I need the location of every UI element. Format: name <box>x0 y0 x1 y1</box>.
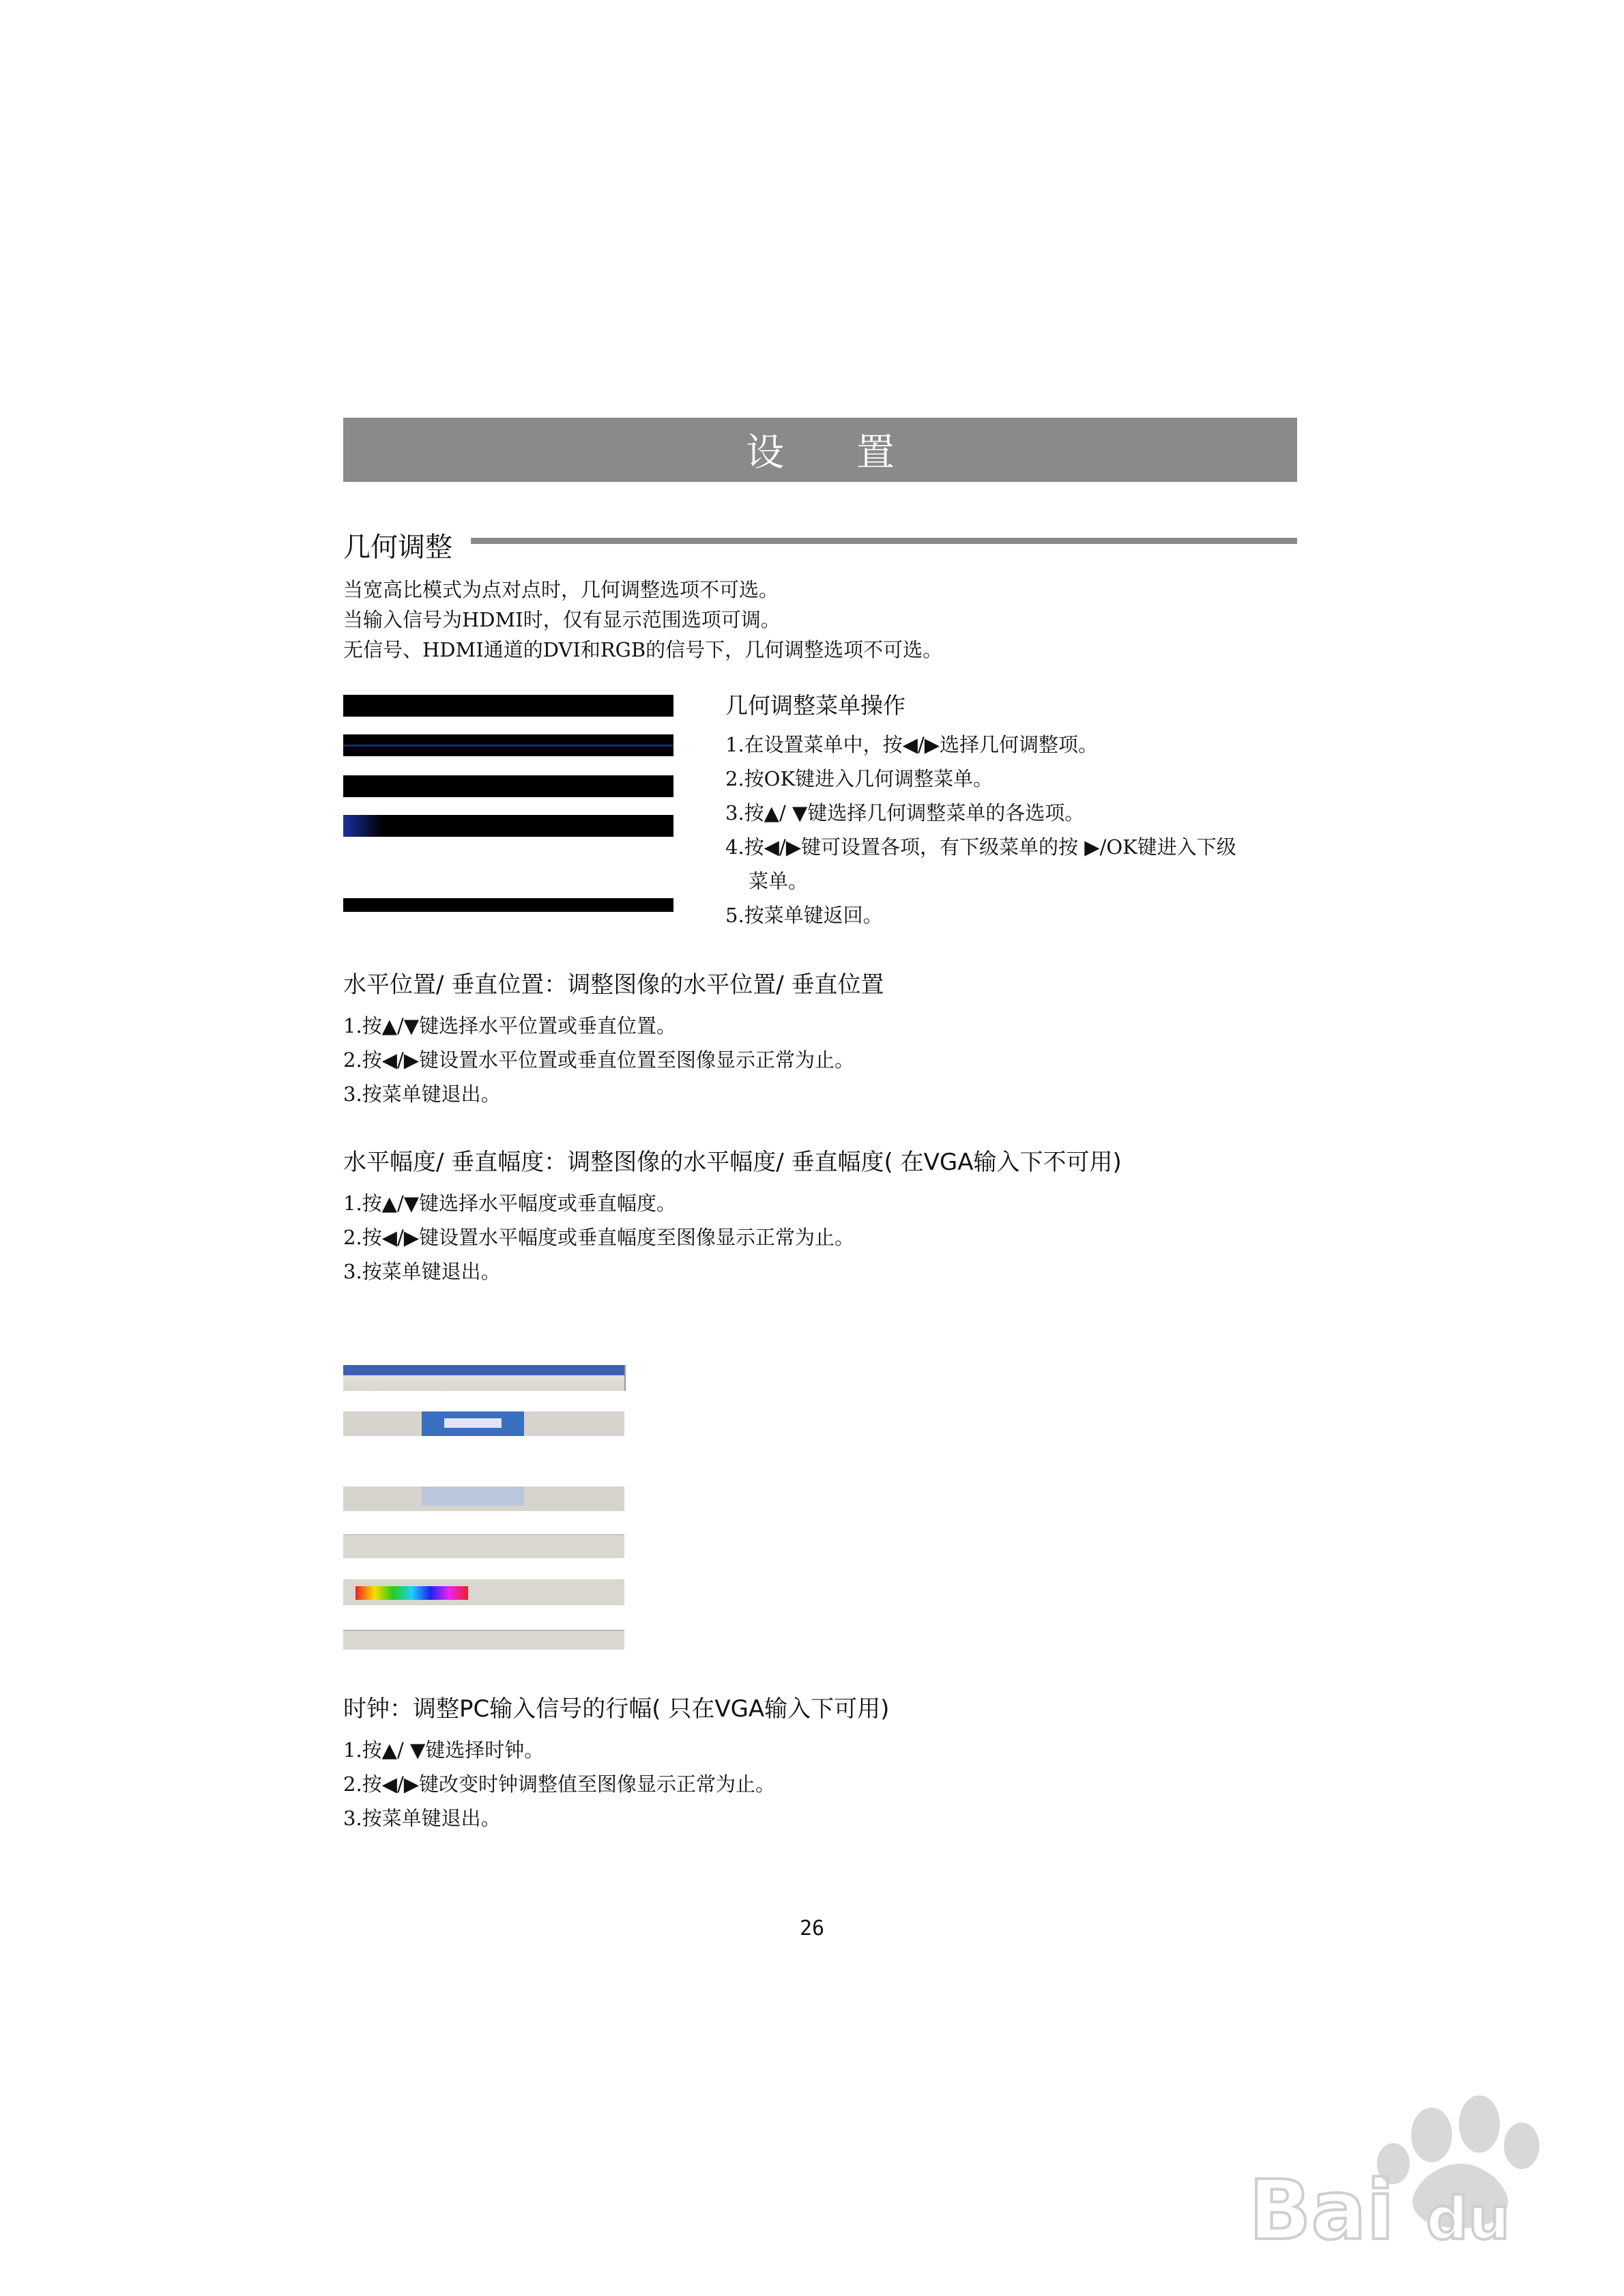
screenshot-strip <box>343 1487 624 1511</box>
geometry-intro <box>343 575 942 665</box>
screenshot-strip <box>343 1579 624 1605</box>
section-title-rule <box>471 538 1297 544</box>
step-line: 菜单。 <box>749 870 809 893</box>
step-line: 1.按▲/▼键选择水平幅度或垂直幅度。 <box>343 1192 677 1215</box>
menu-ops-steps <box>725 728 1236 932</box>
geometry-section-title: 几何调整 <box>343 532 452 563</box>
image-bar <box>343 775 673 797</box>
image-bar <box>343 734 673 756</box>
width-steps <box>343 1186 854 1289</box>
intro-line: 无信号、HDMI通道的DVI和RGB的信号下，几何调整选项不可选。 <box>343 638 943 661</box>
image-bar <box>343 815 673 837</box>
step-line: 4.按◀/▶键可设置各项，有下级菜单的按 ▶/OK键进入下级 <box>725 835 1236 859</box>
step-line: 3.按菜单键退出。 <box>343 1260 501 1283</box>
step-line: 3.按菜单键退出。 <box>343 1807 501 1830</box>
intro-line: 当宽高比模式为点对点时，几何调整选项不可选。 <box>343 578 779 601</box>
page-title: 设 置 <box>746 431 925 475</box>
step-line: 5.按菜单键返回。 <box>725 904 883 927</box>
svg-text:Bai: Bai <box>1249 2164 1395 2258</box>
clock-section-title: 时钟：调整PC输入信号的行幅( 只在VGA输入下可用) <box>343 1695 890 1723</box>
baidu-watermark-logo <box>1153 2075 1576 2273</box>
screenshot-strip <box>343 1630 624 1650</box>
position-steps <box>343 1009 854 1111</box>
screenshot-strip <box>343 1534 624 1558</box>
step-line: 2.按◀/▶键设置水平幅度或垂直幅度至图像显示正常为止。 <box>343 1226 855 1249</box>
page-number: 26 <box>799 1917 825 1940</box>
clock-steps <box>343 1733 775 1835</box>
step-line: 1.按▲/ ▼键选择时钟。 <box>343 1738 545 1762</box>
step-line: 1.按▲/▼键选择水平位置或垂直位置。 <box>343 1014 677 1037</box>
page-header-bar <box>343 418 1297 482</box>
width-section-title: 水平幅度/ 垂直幅度：调整图像的水平幅度/ 垂直幅度( 在VGA输入下不可用) <box>343 1149 1122 1176</box>
intro-line: 当输入信号为HDMI时，仅有显示范围选项可调。 <box>343 608 781 631</box>
step-line: 3.按▲/ ▼键选择几何调整菜单的各选项。 <box>725 801 1085 824</box>
display-settings-screenshot <box>343 1365 624 1649</box>
step-line: 2.按OK键进入几何调整菜单。 <box>725 767 994 790</box>
menu-ops-title: 几何调整菜单操作 <box>725 692 905 719</box>
step-line: 1.在设置菜单中，按◀/▶选择几何调整项。 <box>725 733 1099 756</box>
paw-icon <box>1153 2075 1576 2273</box>
step-line: 2.按◀/▶键改变时钟调整值至图像显示正常为止。 <box>343 1773 776 1796</box>
position-section-title: 水平位置/ 垂直位置：调整图像的水平位置/ 垂直位置 <box>343 971 884 999</box>
image-bar <box>343 898 673 912</box>
screenshot-titlebar <box>343 1365 626 1391</box>
step-line: 3.按菜单键退出。 <box>343 1082 501 1106</box>
image-bar <box>343 695 673 717</box>
svg-text:du: du <box>1426 2185 1510 2253</box>
step-line: 2.按◀/▶键设置水平位置或垂直位置至图像显示正常为止。 <box>343 1048 855 1072</box>
geometry-menu-image <box>343 695 673 915</box>
screenshot-strip <box>343 1411 624 1436</box>
